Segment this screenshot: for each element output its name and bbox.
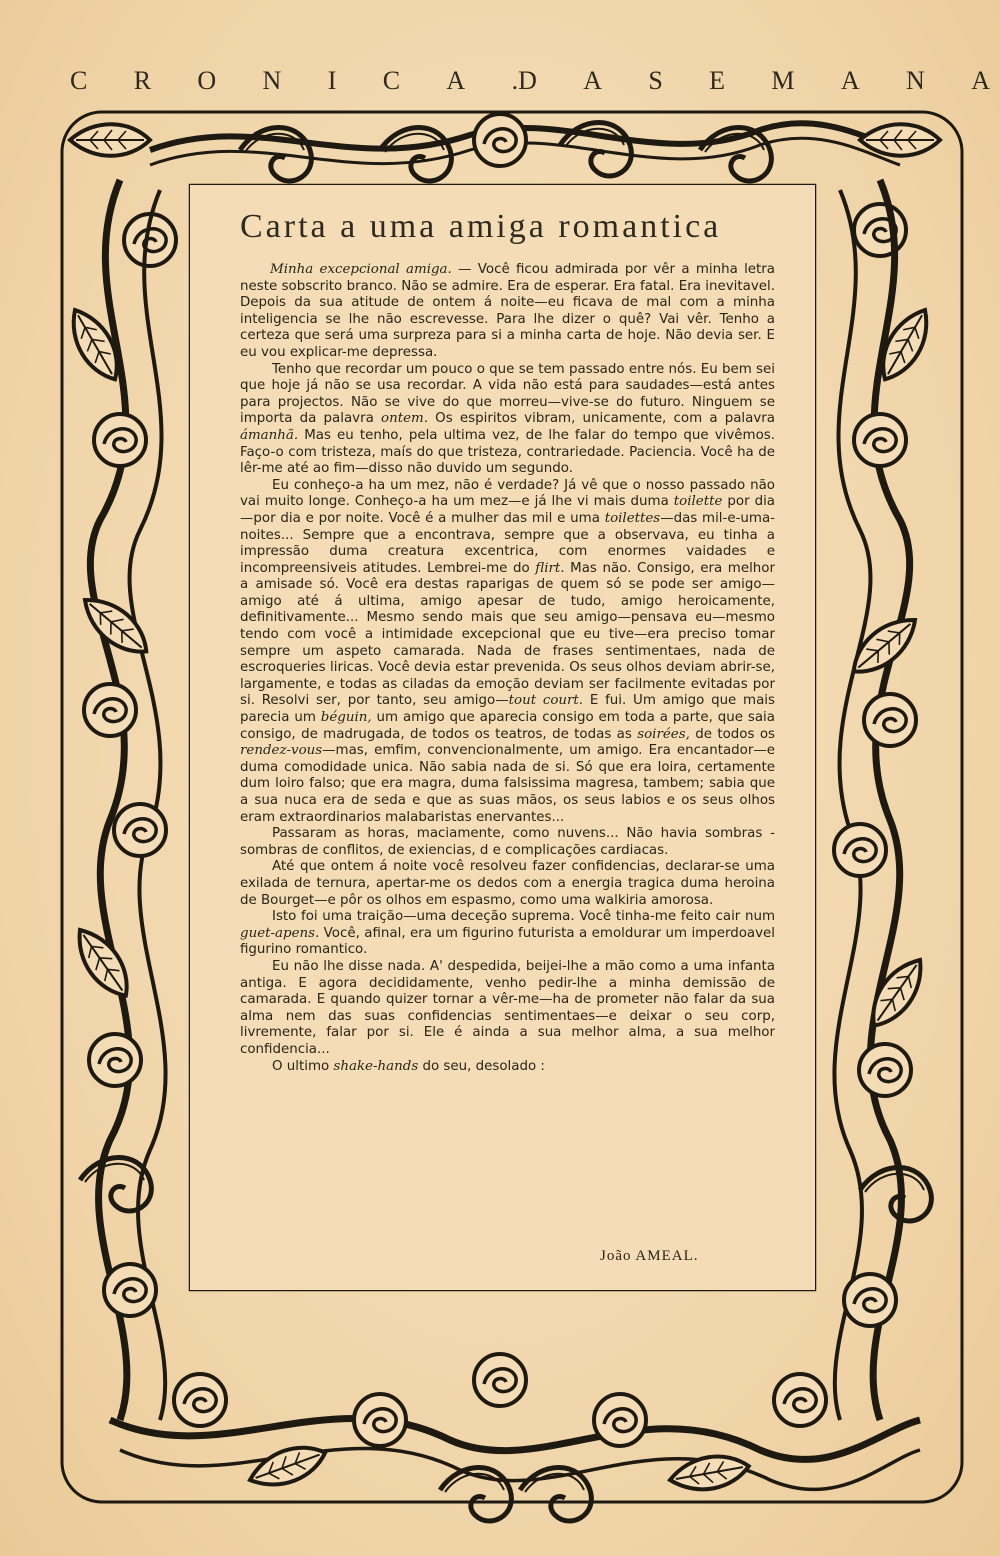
header-letter: S: [648, 66, 663, 95]
header-letter: A: [583, 66, 602, 95]
header-letter: C: [70, 66, 88, 95]
paragraph: Passaram as horas, maciamente, como nuvens... Não havia sombras - sombras de conflitos, de exiencias, d e complicações cardiacas.: [240, 826, 775, 858]
header-letter: A: [840, 66, 860, 95]
header-letter: O: [197, 66, 217, 95]
header-letter: .D: [511, 66, 537, 95]
article-title: Carta a uma amiga romantica: [240, 208, 722, 245]
header-letter: A: [971, 66, 990, 95]
article-body: [240, 262, 775, 1075]
header-letter: M: [771, 66, 795, 95]
header-letter: N: [262, 66, 282, 95]
paragraph: Tenho que recordar um pouco o que se tem passado entre nós. Eu bem sei que hoje já não se usa recordar. A vida não está para saudades—está antes para projectos. Não se vive do que morreu—vive-se do futuro. Ninguem se importa da palavra ontem. Os espiritos vibram, unicamente, com a palavra ámanhã. Mas eu tenho, pela ultima vez, de lhe falar do tempo que vivêmos. Faço-o com tristeza, maís do que tristeza, contrariedade. Paciencia. Você ha de lêr-me até ao fim—disso não duvido um segundo.: [240, 361, 775, 477]
paragraph: Eu conheço-a ha um mez, não é verdade? Já vê que o nosso passado não vai muito longe. Conheço-a ha um mez—e já lhe vi mais duma toilette por dia—por dia e por noite. Você é a mulher das mil e uma toilettes—das mil-e-uma-noites... Sempre que a encontrava, sempre que a observava, eu tinha a impressão duma creatura excentrica, com enormes vaidades e incompreensiveis atitudes. Lembrei-me do flirt. Mas não. Consigo, era melhor a amisade só. Você era destas raparigas de quem só se pode ser amigo—amigo até á ultima, amigo apesar de tudo, amigo heroicamente, definitivamente... Mesmo sendo mais que seu amigo—pensava eu—mesmo tendo com você a intimidade excepcional que eu tive—era preciso tomar sempre um aspeto camarada. Nada de frases sentimentaes, nada de escroqueries liricas. Você devia estar prevenida. Os seus olhos deviam abrir-se, largamente, e todas as ciladas da emoção deviam ser facilmente evitadas por si. Resolvi ser, por tanto, seu amigo—tout court. E fui. Um amigo que mais parecia um béguin, um amigo que aparecia consigo em toda a parte, que saia consigo, de madrugada, de todos os teatros, de todas as soirées, de todos os rendez-vous—mas, emfim, convencionalmente, um amigo. Era encantador—e duma comodidade unica. Não sabia nada de si. Só que era loira, certamente dum loiro falso; que era magra, duma falsissima magresa, tambem; sabia que a sua nuca era de seda e que as suas mãos, os seus labios e os seus olhos eram extraordinarios malabaristas enervantes...: [240, 477, 776, 825]
paragraph: Minha excepcional amiga. — Você ficou admirada por vêr a minha letra neste sobscrito branco. Não se admire. Era de esperar. Era fatal. Era inevitavel. Depois da sua atitude de ontem á noite—eu ficava de mal com a minha inteligencia se lhe não escrevesse. Para lhe dizer o quê? Vai vêr. Tenho a certeza que será uma surpreza para si a minha carta de hoje. Não devia ser. E eu vou explicar-me depressa.: [240, 262, 775, 360]
paragraph: Até que ontem á noite você resolveu fazer confidencias, declarar-se uma exilada de ternura, apertar-me os dedos com a energia tragica duma heroina de Bourget—e pôr os olhos em espasmo, como uma walkiria amorosa.: [240, 859, 775, 908]
header-letter: R: [133, 66, 152, 95]
salutation: Minha excepcional amiga.: [270, 262, 452, 277]
header-letter: A: [446, 66, 466, 95]
paragraph: Eu não lhe disse nada. A' despedida, beijei-lhe a mão como a uma infanta antiga. E agora decididamente, venho pedir-lhe a minha demissão de camarada. E quando quizer tornar a vêr-me—ha de prometer não falar da sua alma nem das suas confidencias sentimentaes—e deixar o seu corp, livremente, falar por si. Ele é ainda a sua melhor alma, a sua melhor confidencia...: [240, 958, 775, 1057]
author-signature: João AMEAL.: [600, 1248, 699, 1264]
header-letter: C: [382, 66, 401, 95]
paragraph: Isto foi uma traição—uma deceção suprema. Você tinha-me feito cair num guet-apens. Você, afinal, era um figurino futurista a emoldurar um imperdoavel figurino romantico.: [240, 909, 775, 958]
header-letter: I: [327, 66, 337, 95]
closing-line: O ultimo shake-hands do seu, desolado :: [272, 1058, 545, 1074]
header-letter: E: [709, 66, 726, 95]
header-letter: N: [906, 66, 925, 95]
